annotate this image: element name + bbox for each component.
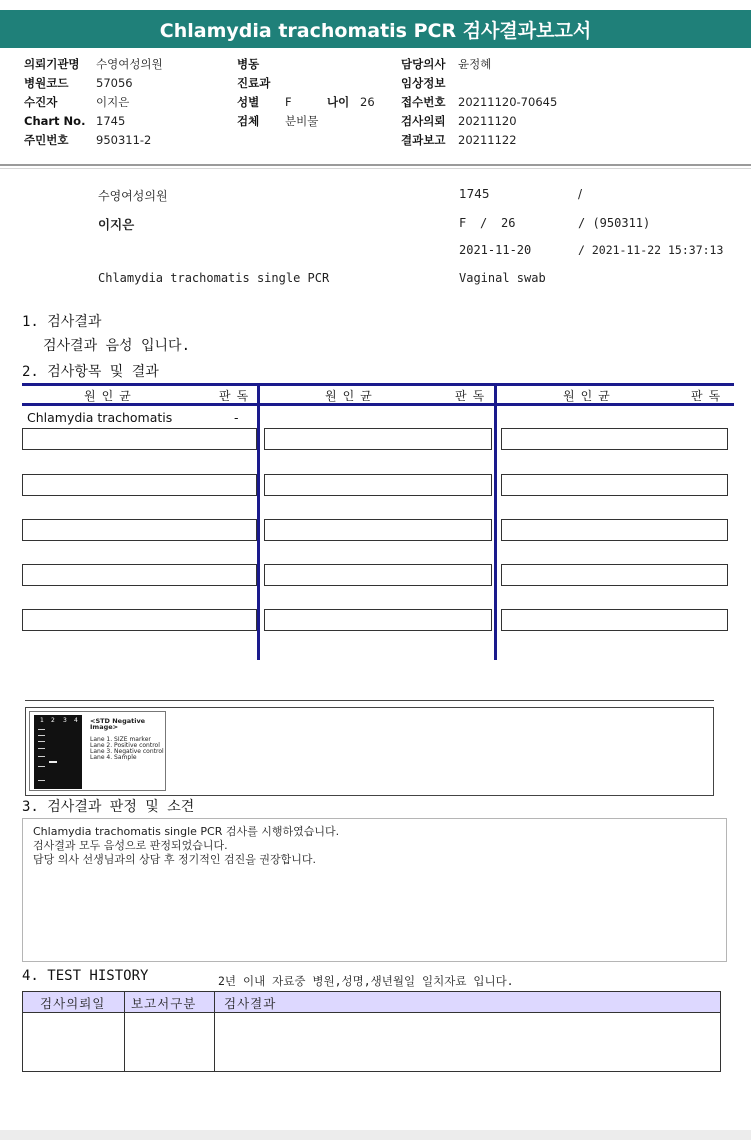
receipt-no-value: 20211120-70645 bbox=[458, 95, 558, 109]
opinion-box bbox=[22, 818, 727, 962]
gel-band bbox=[38, 741, 45, 742]
lane-number: 4 bbox=[74, 717, 78, 724]
gel-image bbox=[29, 711, 166, 791]
result-cell bbox=[264, 428, 492, 450]
gel-band bbox=[38, 729, 45, 730]
summary-patient: 이지은 bbox=[98, 217, 135, 232]
result-cell bbox=[264, 609, 492, 631]
hospital-name-value: 수영여성의원 bbox=[96, 57, 163, 71]
section1-result-text: 검사결과 음성 입니다. bbox=[43, 338, 191, 354]
gel-band bbox=[38, 780, 45, 781]
section4-title: 4. TEST HISTORY bbox=[22, 968, 149, 984]
header-divider bbox=[0, 164, 751, 166]
hospital-code-label: 병원코드 bbox=[24, 76, 69, 90]
history-table-header bbox=[23, 992, 720, 1013]
history-col-divider bbox=[214, 992, 215, 1071]
report-title: Chlamydia trachomatis PCR 검사결과보고서 bbox=[159, 19, 592, 42]
results-grid-divider-1 bbox=[257, 383, 260, 660]
result-cell bbox=[22, 564, 257, 586]
gel-band bbox=[49, 761, 57, 763]
lane-number: 2 bbox=[51, 717, 55, 724]
header-divider-shadow bbox=[0, 168, 751, 169]
col2-result-header: 판독 bbox=[455, 389, 491, 403]
hospital-code-value: 57056 bbox=[96, 76, 133, 90]
summary-slash: / bbox=[578, 187, 583, 201]
hospital-name-label: 의뢰기관명 bbox=[24, 57, 80, 71]
opinion-line: Chlamydia trachomatis single PCR 검사를 시행하였습니다. bbox=[33, 825, 340, 838]
summary-test-name: Chlamydia trachomatis single PCR bbox=[98, 271, 330, 285]
summary-sex-age-sep: / bbox=[480, 216, 488, 230]
result-cell bbox=[22, 428, 257, 450]
doctor-label: 담당의사 bbox=[401, 57, 446, 71]
gel-caption-title: <STD Negative Image> bbox=[90, 717, 146, 731]
request-date-value: 20211120 bbox=[458, 114, 517, 128]
result-cell bbox=[501, 474, 728, 496]
ward-label: 병동 bbox=[237, 57, 260, 71]
specimen-label: 검체 bbox=[237, 114, 260, 128]
result-cell bbox=[501, 564, 728, 586]
summary-hospital: 수영여성의원 bbox=[98, 189, 168, 203]
col1-pathogen-header: 원인균 bbox=[84, 389, 137, 403]
col3-result-header: 판독 bbox=[691, 389, 727, 403]
history-col-divider bbox=[124, 992, 125, 1071]
results-grid-top-line bbox=[22, 383, 734, 386]
patient-value: 이지은 bbox=[96, 95, 130, 109]
result-cell bbox=[264, 519, 492, 541]
gel-band bbox=[38, 766, 45, 767]
header-column-1 bbox=[24, 55, 163, 150]
lane-number: 1 bbox=[40, 717, 44, 724]
opinion-line: 검사결과 모두 음성으로 판정되었습니다. bbox=[33, 839, 228, 852]
history-col-request-date: 검사의뢰일 bbox=[40, 996, 106, 1011]
request-date-label: 검사의뢰 bbox=[401, 114, 446, 128]
result-cell bbox=[264, 474, 492, 496]
summary-specimen: Vaginal swab bbox=[459, 271, 546, 285]
history-table bbox=[22, 991, 721, 1072]
history-col-report-type: 보고서구분 bbox=[131, 996, 197, 1011]
sex-label: 성별 bbox=[237, 95, 260, 109]
gel-band bbox=[38, 735, 45, 736]
section3-title: 3. 검사결과 판정 및 소견 bbox=[22, 799, 195, 815]
result-cell bbox=[22, 519, 257, 541]
summary-request-date: 2021-11-20 bbox=[459, 243, 532, 257]
col1-result-header: 판독 bbox=[219, 389, 255, 403]
resident-no-label: 주민번호 bbox=[24, 133, 69, 147]
doctor-value: 윤정혜 bbox=[458, 57, 492, 71]
sex-value: F bbox=[285, 95, 292, 109]
gel-electrophoresis-picture bbox=[34, 715, 82, 789]
section2-title: 2. 검사항목 및 결과 bbox=[22, 364, 159, 380]
age-value: 26 bbox=[360, 95, 375, 109]
history-col-result: 검사결과 bbox=[224, 996, 277, 1011]
lane-number: 3 bbox=[63, 717, 67, 724]
specimen-value: 분비물 bbox=[285, 114, 319, 128]
result-pathogen-name: Chlamydia trachomatis bbox=[27, 410, 173, 425]
history-note: 2년 이내 자료중 병원,성명,생년월일 일치자료 입니다. bbox=[218, 974, 514, 988]
result-cell bbox=[501, 609, 728, 631]
report-date-value: 20211122 bbox=[458, 133, 517, 147]
gel-caption-line: Lane 4. Sample bbox=[90, 754, 137, 761]
summary-chart-no: 1745 bbox=[459, 187, 490, 201]
gel-caption-line: Lane 1. SIZE marker bbox=[90, 736, 151, 743]
section1-title: 1. 검사결과 bbox=[22, 314, 102, 330]
dept-label: 진료과 bbox=[237, 76, 271, 90]
col2-pathogen-header: 원인균 bbox=[325, 389, 378, 403]
gel-caption-line: Lane 2. Positive control bbox=[90, 742, 160, 749]
resident-no-value: 950311-2 bbox=[96, 133, 152, 147]
opinion-line: 담당 의사 선생님과의 상담 후 정기적인 검진을 권장합니다. bbox=[33, 853, 316, 866]
receipt-no-label: 접수번호 bbox=[401, 95, 446, 109]
result-cell bbox=[501, 519, 728, 541]
col3-pathogen-header: 원인균 bbox=[563, 389, 616, 403]
summary-sex: F bbox=[459, 216, 467, 230]
gel-band bbox=[38, 756, 45, 757]
result-cell bbox=[264, 564, 492, 586]
result-value: - bbox=[234, 410, 239, 425]
result-cell bbox=[501, 428, 728, 450]
result-cell bbox=[22, 609, 257, 631]
image-frame-top-line bbox=[25, 700, 714, 701]
result-cell bbox=[22, 474, 257, 496]
bottom-bar bbox=[0, 1130, 751, 1140]
header-column-2 bbox=[237, 55, 375, 131]
summary-report-datetime: / 2021-11-22 15:37:13 bbox=[578, 243, 724, 257]
report-date-label: 결과보고 bbox=[401, 133, 446, 147]
age-label: 나이 bbox=[327, 95, 350, 109]
summary-id: / (950311) bbox=[578, 216, 651, 230]
chart-no-value: 1745 bbox=[96, 114, 126, 128]
report-title-bar bbox=[0, 10, 751, 48]
clinical-info-label: 임상정보 bbox=[401, 76, 446, 90]
results-grid-divider-2 bbox=[494, 383, 497, 660]
gel-caption bbox=[90, 718, 165, 761]
patient-label: 수진자 bbox=[24, 95, 58, 109]
summary-age: 26 bbox=[501, 216, 516, 230]
header-column-3 bbox=[401, 55, 557, 150]
gel-caption-line: Lane 3. Negative control bbox=[90, 748, 164, 755]
gel-band bbox=[38, 748, 45, 749]
chart-no-label: Chart No. bbox=[24, 114, 86, 128]
